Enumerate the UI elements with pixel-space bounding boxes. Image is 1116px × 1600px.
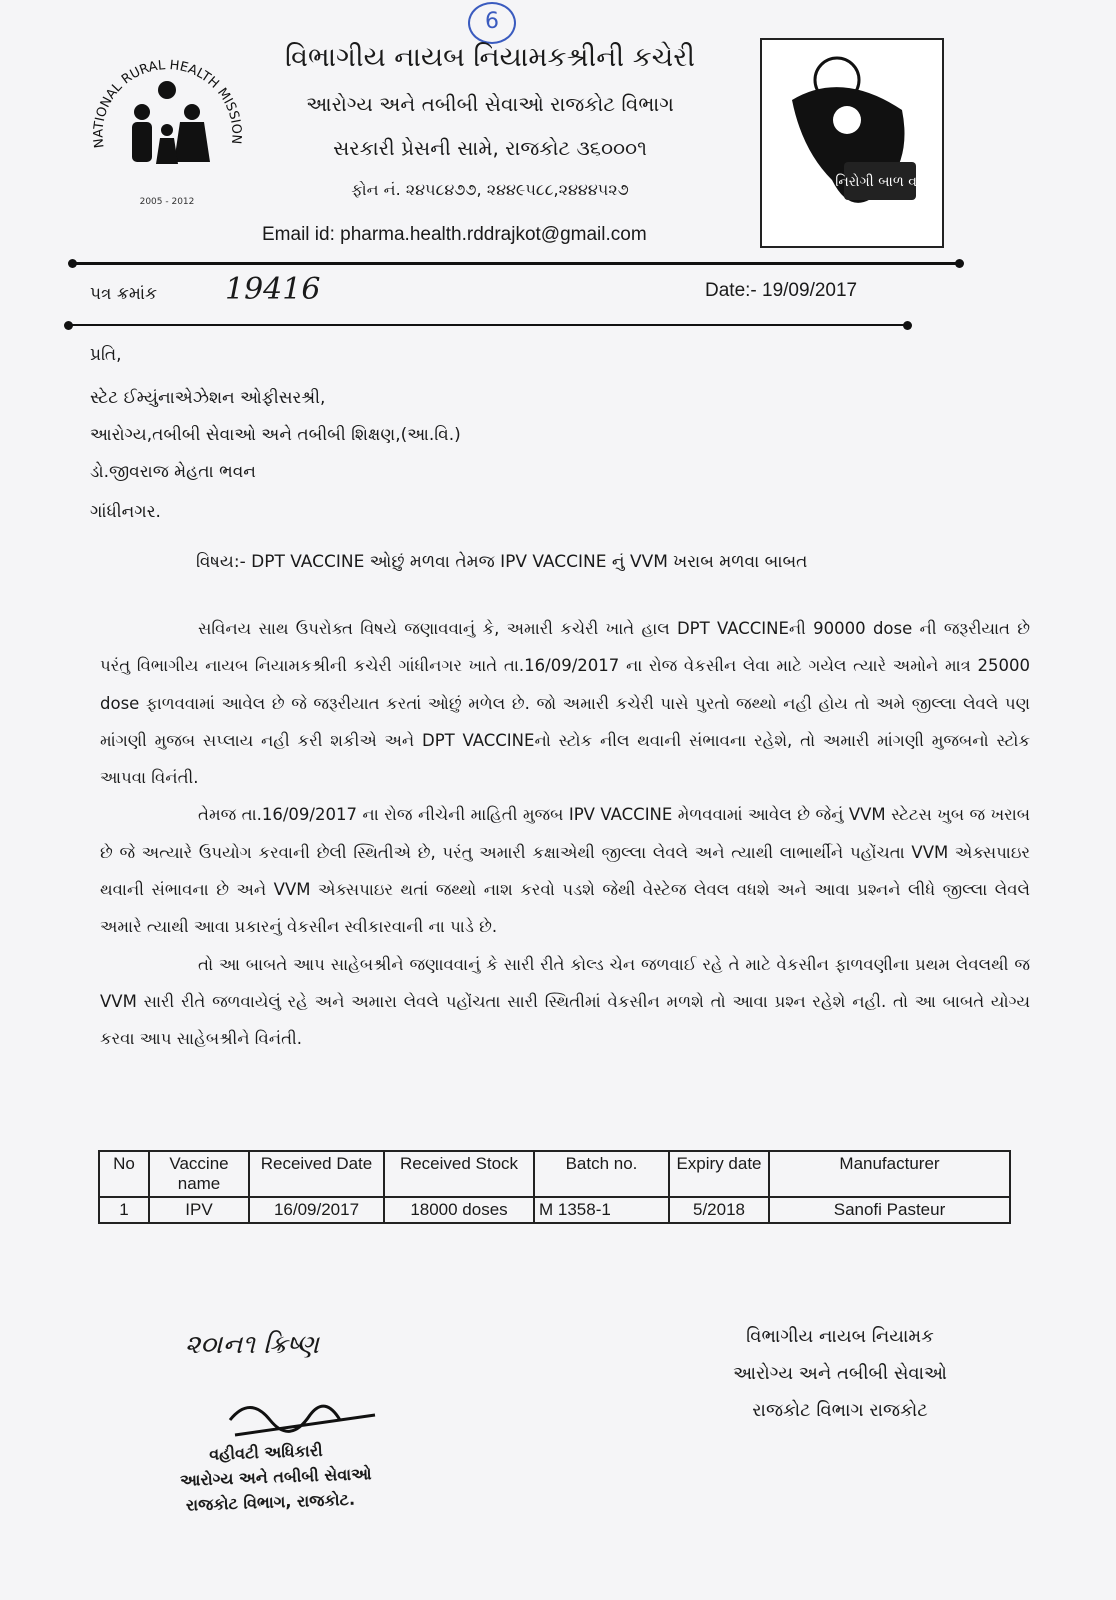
campaign-emblem: [760, 38, 944, 248]
office-title: વિભાગીય નાયબ નિયામકશ્રીની કચેરી: [285, 42, 695, 73]
column-header: Received Stock: [384, 1151, 534, 1197]
office-address: સરકારી પ્રેસની સામે, રાજકોટ ૩૬૦૦૦૧: [333, 136, 647, 160]
cell-manufacturer: Sanofi Pasteur: [769, 1197, 1010, 1223]
column-header: No: [99, 1151, 149, 1197]
cell-expiry: 5/2018: [669, 1197, 769, 1223]
table-header-row: [99, 1151, 1010, 1197]
email-id: Email id: pharma.health.rddrajkot@gmail.com: [262, 224, 647, 245]
recipient-line: સ્ટેટ ઈમ્યુંનાએઝેશન ઓફીસરશ્રી,: [90, 388, 326, 408]
cell-received-stock: 18000 doses: [384, 1197, 534, 1223]
emblem-text: નિરોગી બાળ વર્ષ: [835, 174, 925, 190]
signatory-line: વિભાગીય નાયબ નિયામક: [746, 1326, 934, 1347]
column-header: Vaccine name: [149, 1151, 249, 1197]
stamp-line: આરોગ્ય અને તબીબી સેવાઓ: [179, 1464, 372, 1490]
divider-top: [72, 262, 960, 265]
department-name: આરોગ્ય અને તબીબી સેવાઓ રાજકોટ વિભાગ: [306, 92, 674, 116]
cell-batch: M 1358-1: [534, 1197, 669, 1223]
letter-body: [100, 610, 1030, 1058]
handwritten-note: ૨૦।ન૧ ક્રિષ્ણ: [185, 1330, 319, 1360]
divider-bottom: [68, 324, 908, 326]
subject-line: વિષય:- DPT VACCINE ઓછું મળવા તેમજ IPV VACCINE નું VVM ખરાબ મળવા બાબત: [196, 552, 808, 572]
reference-label: પત્ર ક્રમાંક: [90, 284, 158, 304]
stamp-line: વહીવટી અધિકારી: [208, 1440, 323, 1464]
cell-vaccine: IPV: [149, 1197, 249, 1223]
logo-years: 2005 - 2012: [139, 197, 195, 207]
letter-date: Date:- 19/09/2017: [705, 280, 858, 301]
recipient-line: પ્રતિ,: [90, 345, 122, 365]
nrhm-logo: [80, 32, 255, 212]
vaccine-table: [98, 1150, 1011, 1224]
paragraph: તેમજ તા.16/09/2017 ના રોજ નીચેની માહિતી મુજબ IPV VACCINE મેળવવામાં આવેલ છે જેનું VVM સ્ટેટસ ખુબ જ ખરાબ છે જે અત્યારે ઉપયોગ કરવાની છેલી સ્થિતીએ છે, પરંતુ અમારી કક્ષાએથી જીલ્લા લેવલે અને ત્યાથી લાભાર્થીને પહોંચતા VVM એક્સપાઇર થવાની સંભાવના છે અને VVM એક્સપાઇર થતાં જથ્થો નાશ કરવો પડશે જેથી વેસ્ટેજ લેવલ વધશે અને આવા પ્રશ્નને લીધે જીલ્લા લેવલે અમારે ત્યાથી આવા પ્રકારનું વેકસીન સ્વીકારવાની ના પાડે છે.: [100, 805, 1030, 937]
paragraph: તો આ બાબતે આપ સાહેબશ્રીને જણાવવાનું કે સારી રીતે કોલ્ડ ચેન જળવાઈ રહે તે માટે વેકસીન ફાળવણીના પ્રથમ લેવલથી જ VVM સારી રીતે જળવાયેલું રહે અને અમારા લેવલે પહોંચતા સારી સ્થિતીમાં વેકસીન મળશે તો આવા પ્રશ્ન રહેશે નહી. તો આ બાબતે યોગ્ય કરવા આપ સાહેબશ્રીને વિનંતી.: [100, 954, 1030, 1049]
phone-numbers: ફોન નં. ૨૪૫૮૪૭૭, ૨૪૪૯૫૮૮,૨૪૪૪૫૨૭: [351, 180, 629, 199]
recipient-line: ડો.જીવરાજ મેહતા ભવન: [90, 462, 256, 482]
signatory-line: આરોગ્ય અને તબીબી સેવાઓ: [733, 1363, 947, 1384]
column-header: Manufacturer: [769, 1151, 1010, 1197]
paragraph: સવિનય સાથ ઉપરોક્ત વિષયે જણાવવાનું કે, અમારી કચેરી ખાતે હાલ DPT VACCINEની 90000 dose ની જરૂરીયાત છે પરંતુ વિભાગીય નાયબ નિયામકશ્રીની કચેરી ગાંધીનગર ખાતે તા.16/09/2017 ના રોજ વેકસીન લેવા માટે ગયેલ ત્યારે અમોને માત્ર 25000 dose ફાળવવામાં આવેલ છે જે જરૂરીયાત કરતાં ઓછું મળેલ છે. જો અમારી કચેરી પાસે પુરતો જથ્થો નહી હોય તો અમે જીલ્લા લેવલે પણ માંગણી મુજબ સપ્લાય નહી કરી શકીએ અને DPT VACCINEનો સ્ટોક નીલ થવાની સંભાવના રહેશે, તો અમારી માંગણી મુજબનો સ્ટોક આપવા વિનંતી.: [100, 619, 1030, 788]
stamp-line: રાજકોટ વિભાગ, રાજકોટ.: [185, 1489, 356, 1515]
svg-text:NATIONAL RURAL HEALTH MISSION: NATIONAL RURAL HEALTH MISSION: [91, 58, 244, 149]
signatory-block: [690, 1318, 990, 1429]
signatory-line: રાજકોટ વિભાગ રાજકોટ: [752, 1400, 928, 1421]
officer-stamp: [149, 1436, 373, 1519]
column-header: Batch no.: [534, 1151, 669, 1197]
page-mark: 6: [468, 2, 516, 44]
recipient-line: આરોગ્ય,તબીબી સેવાઓ અને તબીબી શિક્ષણ,(આ.વિ.): [90, 425, 461, 445]
cell-no: 1: [99, 1197, 149, 1223]
column-header: Expiry date: [669, 1151, 769, 1197]
cell-received-date: 16/09/2017: [249, 1197, 384, 1223]
table-row: [99, 1197, 1010, 1223]
reference-number: 19416: [225, 272, 321, 307]
column-header: Received Date: [249, 1151, 384, 1197]
recipient-line: ગાંધીનગર.: [90, 502, 161, 522]
